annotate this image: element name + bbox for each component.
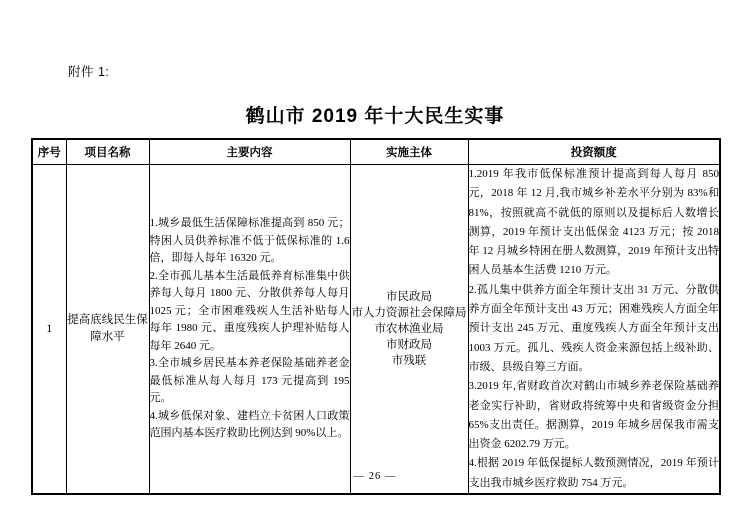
main-content-item-2: 2.全市孤儿基本生活最低养育标准集中供养每人每月 1800 元、分散供养每人每月 1025 元；全市困难残疾人生活补贴每人每年 1980 元、重度残疾人护理补贴每人每年 2640 元。 xyxy=(149,269,350,352)
implementing-body-line-3: 市农林渔业局 xyxy=(374,323,444,336)
cell-main-content xyxy=(149,165,350,495)
investment-item-2: 2.孤儿集中供养方面全年预计支出 31 万元、分散供养方面全年预计支出 43 万元；困难残疾人方面全年预计支出 245 万元、重度残疾人方面全年预计支出 1003 万元。孤儿、残疾人资金来源包括上级补助、市级、县级自筹三方面。 xyxy=(468,283,719,373)
cell-investment xyxy=(468,165,720,495)
main-content-item-1: 1.城乡最低生活保障标准提高到 850 元；特困人员供养标准不低于低保标准的 1.6 倍，即每人每年 16320 元。 xyxy=(149,217,350,265)
investment-item-4: 4.根据 2019 年低保提标人数预测情况，2019 年预计支出我市城乡医疗救助 754 万元。 xyxy=(468,457,719,489)
col-header-seq: 序号 xyxy=(32,139,66,165)
page-number: — 26 — xyxy=(353,471,397,482)
main-content-item-4: 4.城乡低保对象、建档立卡贫困人口政策范围内基本医疗救助比例达到 90%以上。 xyxy=(149,409,350,440)
cell-project-name: 提高底线民生保障水平 xyxy=(66,165,149,495)
investment-item-3: 3.2019 年,省财政首次对鹤山市城乡养老保险基础养老金实行补助，省财政将统筹中央和省级资金分担 65%支出责任。据测算，2019 年城乡居保我市需支出资金 6202.79 万元。 xyxy=(468,380,719,451)
implementing-body-line-2: 市人力资源社会保障局 xyxy=(351,307,467,320)
implementing-body-line-4: 市财政局 xyxy=(386,339,432,352)
projects-table xyxy=(31,138,721,495)
col-header-main-content: 主要内容 xyxy=(149,139,350,165)
cell-seq: 1 xyxy=(32,165,66,495)
page-title: 鹤山市 2019 年十大民生实事 xyxy=(245,106,505,127)
implementing-body-line-1: 市民政局 xyxy=(386,291,432,304)
table-header-row xyxy=(32,139,720,165)
cell-implementing-body xyxy=(350,165,468,495)
attachment-label: 附件 1: xyxy=(68,65,110,79)
investment-item-1: 1.2019 年我市低保标准预计提高到每人每月 850 元，2018 年 12 月,我市城乡补差水平分别为 83%和 81%，按照就高不就低的原则以及提标后人数增长测算，2019 年预计支出低保金 4123 万元；按 2018 年 12 月城乡特困在册人数测算，2019 年预计支出特困人员基本生活费 1210 万元。 xyxy=(468,168,719,277)
col-header-project-name: 项目名称 xyxy=(66,139,149,165)
col-header-implementing-body: 实施主体 xyxy=(350,139,468,165)
table-row xyxy=(32,165,720,495)
col-header-investment: 投资额度 xyxy=(468,139,720,165)
implementing-body-line-5: 市残联 xyxy=(391,355,427,368)
main-content-item-3: 3.全市城乡居民基本养老保险基础养老金最低标准从每人每月 173 元提高到 195 元。 xyxy=(149,357,350,405)
